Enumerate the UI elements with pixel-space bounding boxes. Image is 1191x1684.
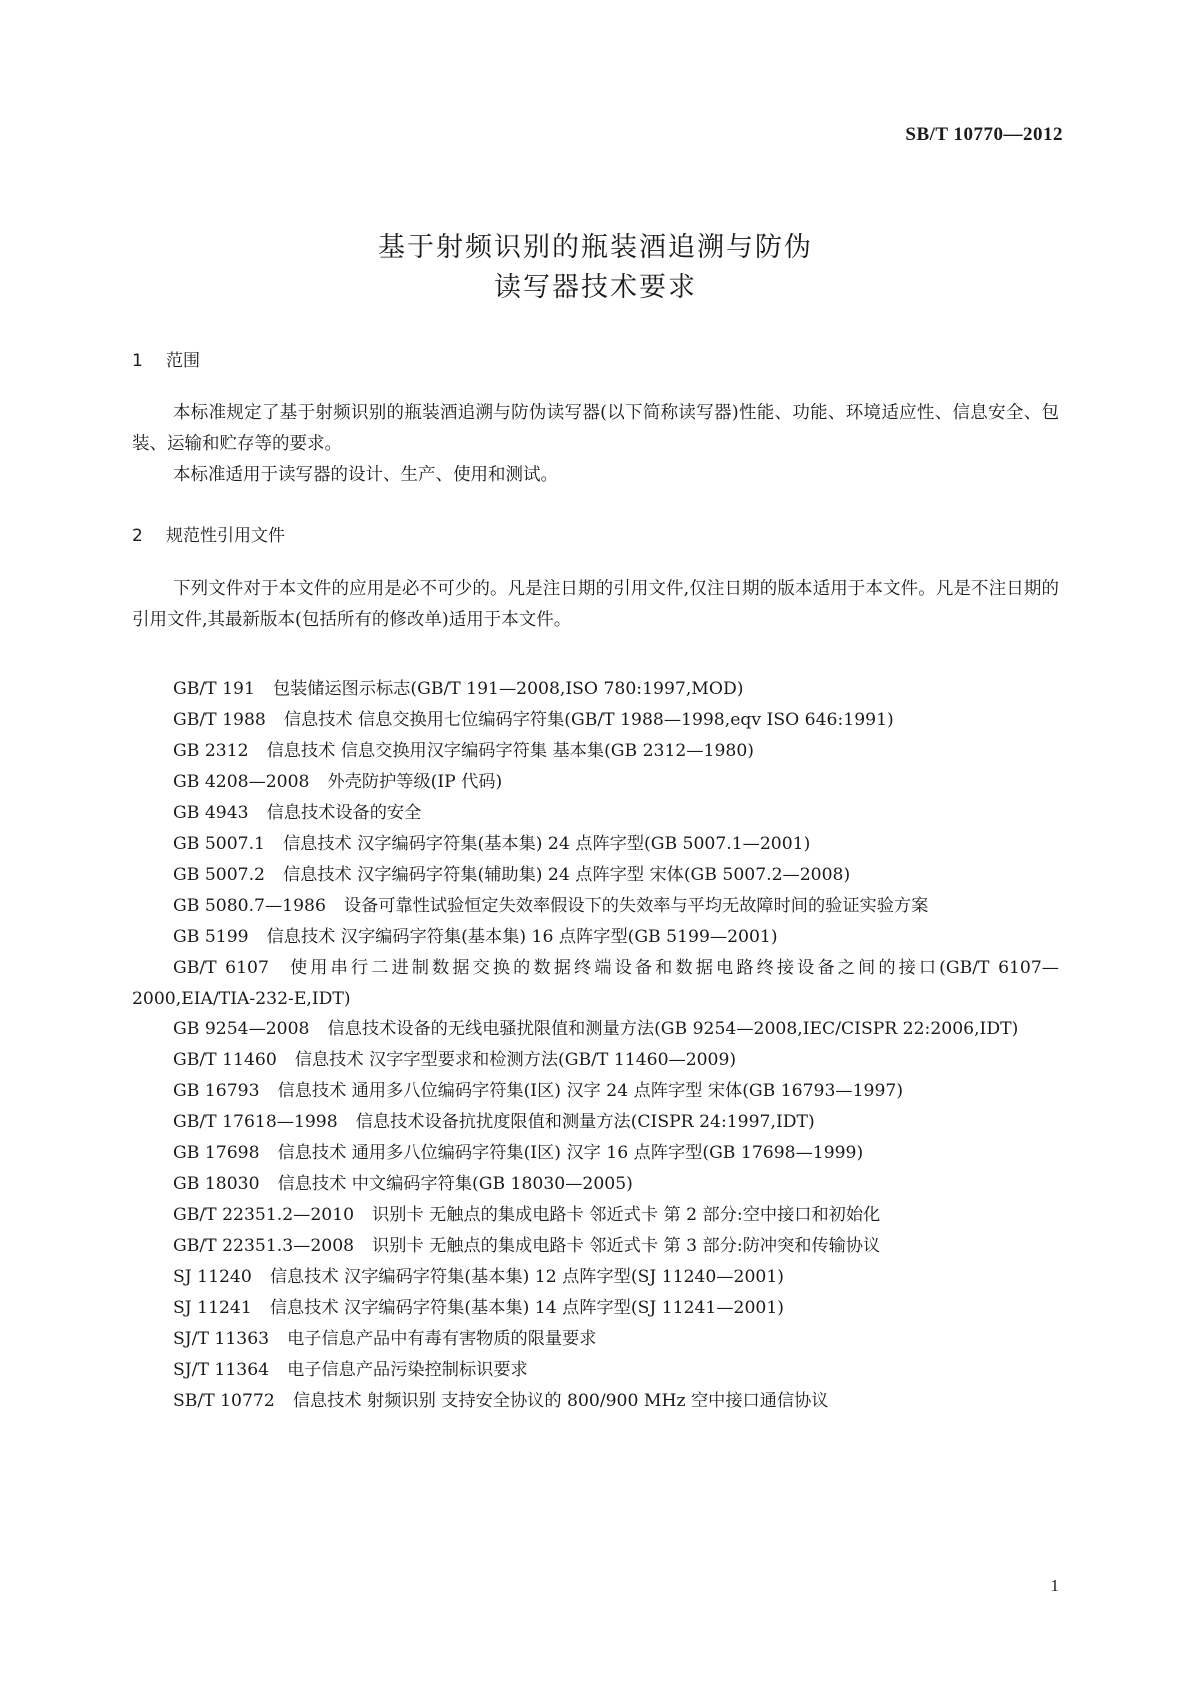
reference-code: GB 4943 xyxy=(173,802,249,823)
reference-item xyxy=(132,1076,1059,1107)
reference-code: SJ/T 11364 xyxy=(173,1359,270,1380)
section-title: 范围 xyxy=(166,351,200,371)
reference-code: GB/T 191 xyxy=(173,679,255,699)
reference-code: GB 17698 xyxy=(173,1143,260,1164)
reference-item xyxy=(132,674,1059,705)
reference-item xyxy=(132,1231,1059,1262)
reference-item xyxy=(132,953,1059,1015)
reference-code: GB 5199 xyxy=(173,926,249,947)
reference-code: GB 16793 xyxy=(173,1081,260,1102)
title-line-2: 读写器技术要求 xyxy=(494,272,697,303)
reference-code: GB/T 22351.3—2008 xyxy=(173,1236,355,1257)
reference-item xyxy=(132,922,1059,953)
reference-title: 信息技术 通用多八位编码字符集(Ⅰ区) 汉字 16 点阵字型(GB 17698—1999) xyxy=(277,1143,864,1164)
reference-code: GB 2312 xyxy=(173,740,249,761)
reference-title: 信息技术 汉字编码字符集(基本集) 24 点阵字型(GB 5007.1—2001) xyxy=(282,833,811,854)
reference-title: 信息技术 汉字编码字符集(基本集) 14 点阵字型(SJ 11241—2001) xyxy=(269,1298,785,1319)
reference-title: 信息技术 信息交换用七位编码字符集(GB/T 1988—1998,eqv ISO 646:1991) xyxy=(283,709,894,730)
reference-title: 电子信息产品污染控制标识要求 xyxy=(287,1359,528,1380)
reference-title: 包装储运图示标志(GB/T 191—2008,ISO 780:1997,MOD) xyxy=(272,679,744,699)
reference-title: 信息技术 汉字编码字符集(基本集) 12 点阵字型(SJ 11240—2001) xyxy=(269,1267,785,1288)
reference-title: 信息技术 汉字编码字符集(基本集) 16 点阵字型(GB 5199—2001) xyxy=(266,926,778,947)
reference-code: SJ 11241 xyxy=(173,1298,252,1319)
paragraph: 本标准规定了基于射频识别的瓶装酒追溯与防伪读写器(以下简称读写器)性能、功能、环境适应性、信息安全、包装、运输和贮存等的要求。 xyxy=(132,403,1059,454)
reference-code: GB/T 22351.2—2010 xyxy=(173,1205,355,1226)
section-2-body xyxy=(132,574,1059,636)
section-number: 1 xyxy=(132,351,143,371)
reference-code: GB 5080.7—1986 xyxy=(173,895,326,916)
reference-item xyxy=(132,1169,1059,1200)
reference-code: GB 4208—2008 xyxy=(173,771,310,792)
reference-code: GB 5007.1 xyxy=(173,833,265,854)
reference-item xyxy=(132,1386,1059,1417)
reference-title: 设备可靠性试验恒定失效率假设下的失效率与平均无故障时间的验证实验方案 xyxy=(343,895,929,916)
reference-item xyxy=(132,1262,1059,1293)
reference-item xyxy=(132,1014,1059,1045)
section-1-body xyxy=(132,398,1059,491)
page-number: 1 xyxy=(1050,1576,1059,1595)
reference-code: GB 18030 xyxy=(173,1174,260,1195)
reference-item xyxy=(132,1324,1059,1355)
reference-title: 信息技术设备的无线电骚扰限值和测量方法(GB 9254—2008,IEC/CISPR 22:2006,IDT) xyxy=(327,1019,1019,1040)
reference-code: GB/T 6107 xyxy=(173,957,269,978)
reference-item xyxy=(132,767,1059,798)
reference-item xyxy=(132,1107,1059,1138)
reference-code: GB 5007.2 xyxy=(173,864,265,885)
reference-title: 信息技术 汉字字型要求和检测方法(GB/T 11460—2009) xyxy=(294,1050,737,1071)
reference-item xyxy=(132,1045,1059,1076)
paragraph: 本标准适用于读写器的设计、生产、使用和测试。 xyxy=(173,465,558,485)
reference-item xyxy=(132,829,1059,860)
reference-item xyxy=(132,1200,1059,1231)
reference-code: SJ/T 11363 xyxy=(173,1329,270,1350)
title-line-1: 基于射频识别的瓶装酒追溯与防伪 xyxy=(378,232,813,263)
reference-list xyxy=(132,674,1059,1417)
reference-code: SB/T 10772 xyxy=(173,1390,275,1411)
reference-title: 识别卡 无触点的集成电路卡 邻近式卡 第 3 部分:防冲突和传输协议 xyxy=(372,1236,881,1257)
section-number: 2 xyxy=(132,526,143,546)
reference-item xyxy=(132,1355,1059,1386)
reference-code: GB 9254—2008 xyxy=(173,1019,310,1040)
reference-title: 信息技术 中文编码字符集(GB 18030—2005) xyxy=(277,1174,633,1195)
reference-title: 信息技术 信息交换用汉字编码字符集 基本集(GB 2312—1980) xyxy=(266,740,754,761)
reference-title: 信息技术设备抗扰度限值和测量方法(CISPR 24:1997,IDT) xyxy=(355,1112,815,1133)
reference-code: GB/T 17618—1998 xyxy=(173,1112,338,1133)
reference-title: 信息技术 通用多八位编码字符集(Ⅰ区) 汉字 24 点阵字型 宋体(GB 16793—1997) xyxy=(277,1081,904,1102)
reference-code: SJ 11240 xyxy=(173,1267,252,1288)
reference-title: 使用串行二进制数据交换的数据终端设备和数据电路终接设备之间的接口(GB/T 6107—2000,EIA/TIA-232-E,IDT) xyxy=(132,957,1059,1009)
standard-code: SB/T 10770—2012 xyxy=(905,124,1063,145)
reference-item xyxy=(132,1293,1059,1324)
reference-title: 信息技术设备的安全 xyxy=(266,802,422,823)
paragraph: 下列文件对于本文件的应用是必不可少的。凡是注日期的引用文件,仅注日期的版本适用于本文件。凡是不注日期的引用文件,其最新版本(包括所有的修改单)适用于本文件。 xyxy=(132,579,1059,630)
reference-code: GB/T 11460 xyxy=(173,1050,277,1071)
reference-item xyxy=(132,891,1059,922)
reference-item xyxy=(132,705,1059,736)
reference-item xyxy=(132,1138,1059,1169)
reference-title: 信息技术 射频识别 支持安全协议的 800/900 MHz 空中接口通信协议 xyxy=(292,1390,829,1411)
section-1-heading xyxy=(132,346,200,371)
reference-item xyxy=(132,798,1059,829)
reference-code: GB/T 1988 xyxy=(173,709,266,730)
document-title xyxy=(0,228,1191,308)
reference-item xyxy=(132,736,1059,767)
section-2-heading xyxy=(132,521,285,546)
section-title: 规范性引用文件 xyxy=(166,526,285,546)
reference-title: 外壳防护等级(IP 代码) xyxy=(327,771,503,792)
reference-title: 信息技术 汉字编码字符集(辅助集) 24 点阵字型 宋体(GB 5007.2—2008) xyxy=(282,864,851,885)
reference-title: 电子信息产品中有毒有害物质的限量要求 xyxy=(287,1329,597,1350)
reference-item xyxy=(132,860,1059,891)
reference-title: 识别卡 无触点的集成电路卡 邻近式卡 第 2 部分:空中接口和初始化 xyxy=(372,1205,881,1226)
